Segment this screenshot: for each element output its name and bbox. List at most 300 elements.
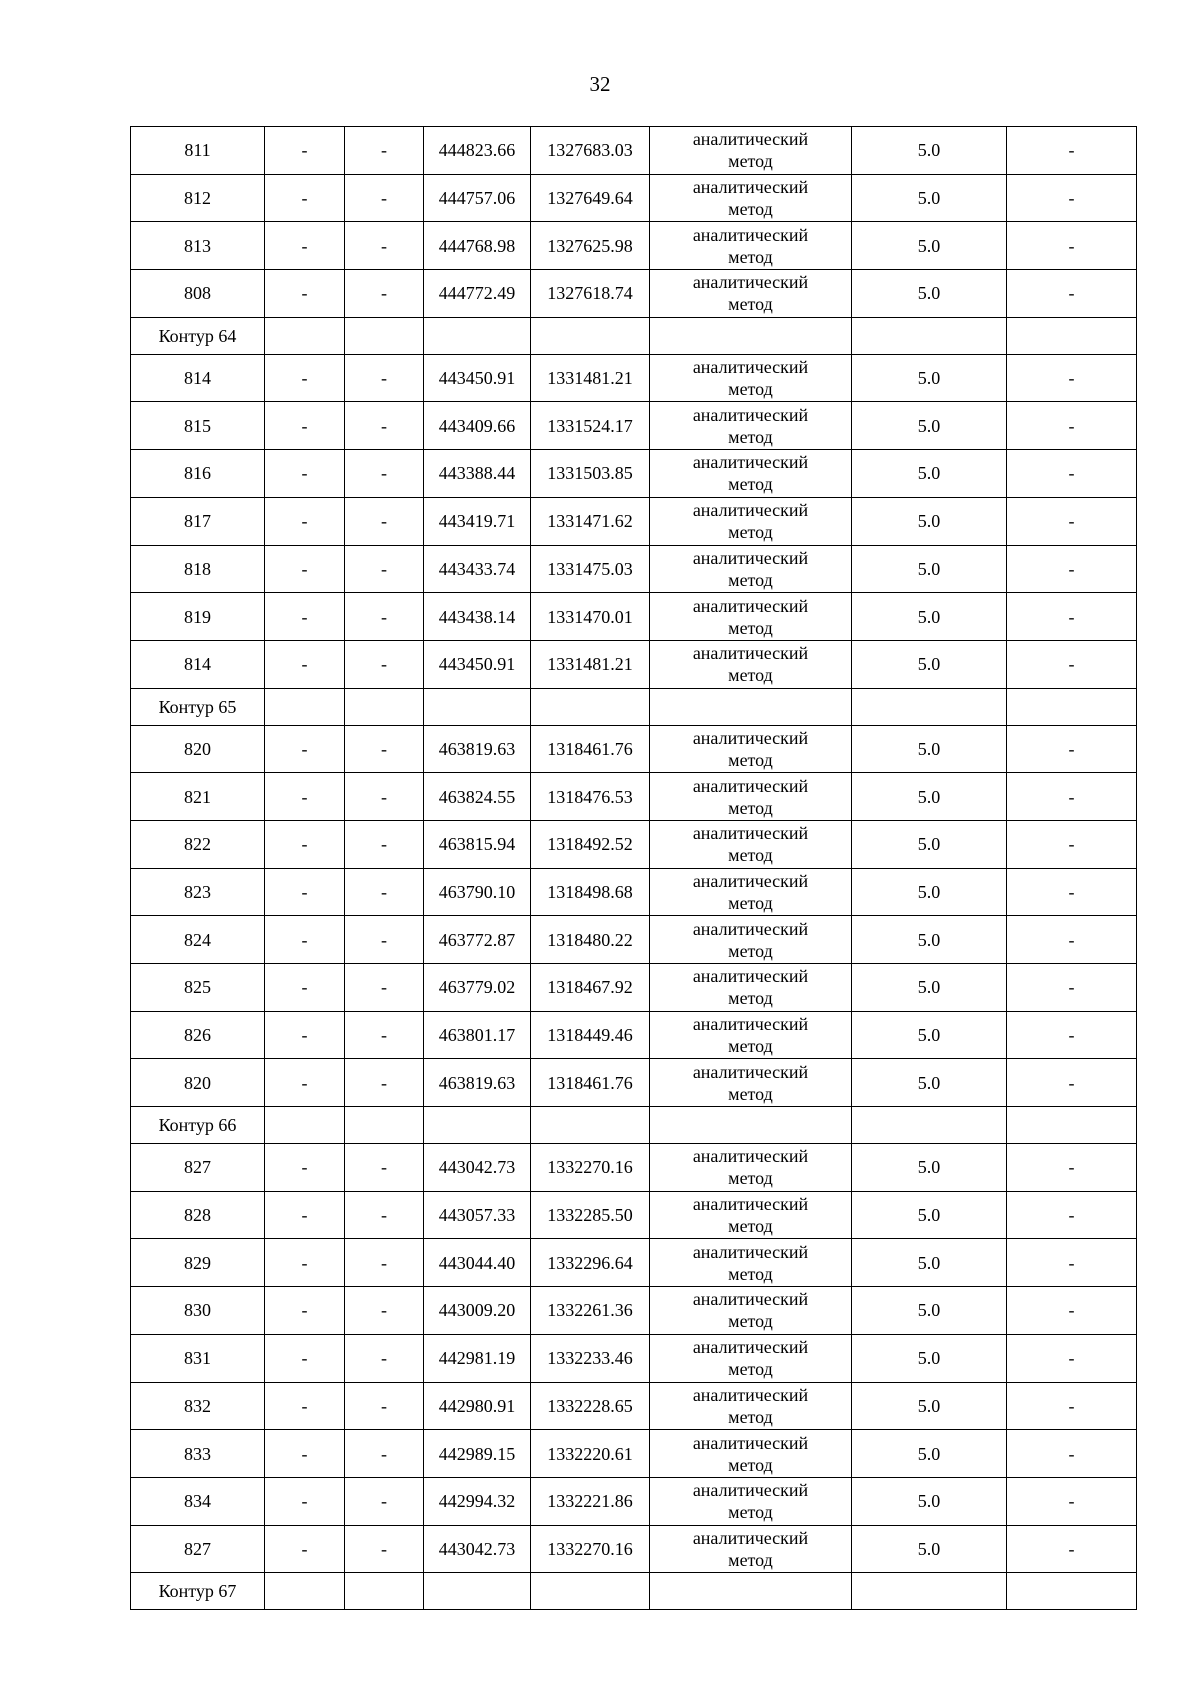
- method-cell: [650, 725, 852, 773]
- y-coordinate-cell: 1318461.76: [531, 725, 650, 773]
- old-x-cell: -: [265, 1239, 345, 1287]
- y-coordinate-cell: 1332270.16: [531, 1525, 650, 1573]
- old-y-cell: -: [345, 174, 424, 222]
- point-number-cell: 824: [131, 916, 265, 964]
- method-line-2: метод: [728, 1083, 773, 1104]
- old-y-cell: -: [345, 1525, 424, 1573]
- x-coordinate-cell: 443450.91: [424, 640, 531, 688]
- x-coordinate-cell: 442980.91: [424, 1382, 531, 1430]
- old-y-cell: -: [345, 545, 424, 593]
- accuracy-cell: 5.0: [852, 450, 1007, 498]
- description-cell: -: [1007, 1382, 1137, 1430]
- method-cell: [650, 450, 852, 498]
- method-line-1: аналитический: [692, 272, 809, 293]
- method-line-2: метод: [728, 749, 773, 770]
- x-coordinate-cell: 463779.02: [424, 964, 531, 1012]
- accuracy-cell: 5.0: [852, 174, 1007, 222]
- x-coordinate-cell: 443419.71: [424, 497, 531, 545]
- description-cell: -: [1007, 1430, 1137, 1478]
- accuracy-cell: 5.0: [852, 497, 1007, 545]
- contour-label: Контур 66: [131, 1107, 265, 1144]
- method-line-1: аналитический: [692, 966, 809, 987]
- method-line-1: аналитический: [692, 1480, 809, 1501]
- old-x-cell: -: [265, 593, 345, 641]
- accuracy-cell: 5.0: [852, 270, 1007, 318]
- method-line-1: аналитический: [692, 1061, 809, 1082]
- description-cell: -: [1007, 497, 1137, 545]
- point-number-cell: 814: [131, 640, 265, 688]
- y-coordinate-cell: 1331470.01: [531, 593, 650, 641]
- point-number-cell: 829: [131, 1239, 265, 1287]
- description-cell: -: [1007, 402, 1137, 450]
- method-line-1: аналитический: [692, 177, 809, 198]
- method-cell: [650, 1525, 852, 1573]
- old-y-cell: -: [345, 1430, 424, 1478]
- old-x-cell: -: [265, 1144, 345, 1192]
- coordinates-table: [130, 126, 1137, 1610]
- empty-cell: [345, 688, 424, 725]
- empty-cell: [531, 1573, 650, 1610]
- method-line-1: аналитический: [692, 823, 809, 844]
- method-cell: [650, 1477, 852, 1525]
- y-coordinate-cell: 1331475.03: [531, 545, 650, 593]
- method-line-2: метод: [728, 474, 773, 495]
- method-line-1: аналитический: [692, 500, 809, 521]
- table-row: [131, 497, 1137, 545]
- old-y-cell: -: [345, 593, 424, 641]
- table-row: [131, 640, 1137, 688]
- old-y-cell: -: [345, 1477, 424, 1525]
- table-row: [131, 820, 1137, 868]
- method-line-1: аналитический: [692, 1194, 809, 1215]
- y-coordinate-cell: 1327618.74: [531, 270, 650, 318]
- method-line-2: метод: [728, 1359, 773, 1380]
- method-line-2: метод: [728, 797, 773, 818]
- method-cell: [650, 773, 852, 821]
- empty-cell: [345, 317, 424, 354]
- table-row: [131, 1011, 1137, 1059]
- method-cell: [650, 1382, 852, 1430]
- point-number-cell: 827: [131, 1525, 265, 1573]
- accuracy-cell: 5.0: [852, 1525, 1007, 1573]
- accuracy-cell: 5.0: [852, 1382, 1007, 1430]
- page-number: 32: [589, 72, 611, 96]
- method-line-1: аналитический: [692, 224, 809, 245]
- description-cell: -: [1007, 593, 1137, 641]
- contour-header-row: [131, 1107, 1137, 1144]
- method-line-2: метод: [728, 199, 773, 220]
- y-coordinate-cell: 1331481.21: [531, 354, 650, 402]
- table-row: [131, 1477, 1137, 1525]
- empty-cell: [265, 688, 345, 725]
- y-coordinate-cell: 1331503.85: [531, 450, 650, 498]
- old-x-cell: -: [265, 820, 345, 868]
- point-number-cell: 820: [131, 725, 265, 773]
- old-x-cell: -: [265, 545, 345, 593]
- old-x-cell: -: [265, 270, 345, 318]
- accuracy-cell: 5.0: [852, 1191, 1007, 1239]
- old-x-cell: -: [265, 1287, 345, 1335]
- old-x-cell: -: [265, 1011, 345, 1059]
- method-line-1: аналитический: [692, 1014, 809, 1035]
- y-coordinate-cell: 1332233.46: [531, 1334, 650, 1382]
- old-x-cell: -: [265, 354, 345, 402]
- description-cell: -: [1007, 868, 1137, 916]
- y-coordinate-cell: 1318461.76: [531, 1059, 650, 1107]
- old-y-cell: -: [345, 1191, 424, 1239]
- old-x-cell: -: [265, 127, 345, 175]
- point-number-cell: 833: [131, 1430, 265, 1478]
- accuracy-cell: 5.0: [852, 1059, 1007, 1107]
- x-coordinate-cell: 444757.06: [424, 174, 531, 222]
- method-line-1: аналитический: [692, 357, 809, 378]
- description-cell: -: [1007, 127, 1137, 175]
- old-x-cell: -: [265, 773, 345, 821]
- empty-cell: [650, 1573, 852, 1610]
- x-coordinate-cell: 463790.10: [424, 868, 531, 916]
- old-x-cell: -: [265, 916, 345, 964]
- old-x-cell: -: [265, 1430, 345, 1478]
- accuracy-cell: 5.0: [852, 773, 1007, 821]
- empty-cell: [424, 317, 531, 354]
- old-y-cell: -: [345, 640, 424, 688]
- empty-cell: [345, 1107, 424, 1144]
- old-x-cell: -: [265, 640, 345, 688]
- method-line-1: аналитический: [692, 1527, 809, 1548]
- old-x-cell: -: [265, 725, 345, 773]
- empty-cell: [852, 1107, 1007, 1144]
- point-number-cell: 828: [131, 1191, 265, 1239]
- y-coordinate-cell: 1331524.17: [531, 402, 650, 450]
- empty-cell: [650, 1107, 852, 1144]
- y-coordinate-cell: 1332270.16: [531, 1144, 650, 1192]
- empty-cell: [650, 688, 852, 725]
- method-line-1: аналитический: [692, 918, 809, 939]
- table-row: [131, 1191, 1137, 1239]
- point-number-cell: 826: [131, 1011, 265, 1059]
- table-row: [131, 270, 1137, 318]
- point-number-cell: 831: [131, 1334, 265, 1382]
- x-coordinate-cell: 444823.66: [424, 127, 531, 175]
- accuracy-cell: 5.0: [852, 222, 1007, 270]
- point-number-cell: 811: [131, 127, 265, 175]
- method-cell: [650, 1059, 852, 1107]
- description-cell: -: [1007, 1011, 1137, 1059]
- method-line-2: метод: [728, 569, 773, 590]
- old-y-cell: -: [345, 964, 424, 1012]
- method-cell: [650, 868, 852, 916]
- method-cell: [650, 916, 852, 964]
- method-line-1: аналитический: [692, 870, 809, 891]
- description-cell: -: [1007, 1525, 1137, 1573]
- description-cell: -: [1007, 1239, 1137, 1287]
- method-cell: [650, 1334, 852, 1382]
- empty-cell: [265, 1107, 345, 1144]
- old-y-cell: -: [345, 1011, 424, 1059]
- accuracy-cell: 5.0: [852, 1430, 1007, 1478]
- y-coordinate-cell: 1332221.86: [531, 1477, 650, 1525]
- table-row: [131, 545, 1137, 593]
- old-y-cell: -: [345, 450, 424, 498]
- old-x-cell: -: [265, 222, 345, 270]
- x-coordinate-cell: 443450.91: [424, 354, 531, 402]
- old-y-cell: -: [345, 354, 424, 402]
- x-coordinate-cell: 443042.73: [424, 1525, 531, 1573]
- method-cell: [650, 497, 852, 545]
- contour-label: Контур 65: [131, 688, 265, 725]
- method-cell: [650, 1191, 852, 1239]
- point-number-cell: 818: [131, 545, 265, 593]
- method-cell: [650, 640, 852, 688]
- method-cell: [650, 1011, 852, 1059]
- method-line-2: метод: [728, 379, 773, 400]
- method-line-1: аналитический: [692, 1241, 809, 1262]
- old-y-cell: -: [345, 1059, 424, 1107]
- table-row: [131, 916, 1137, 964]
- y-coordinate-cell: 1318480.22: [531, 916, 650, 964]
- description-cell: -: [1007, 1059, 1137, 1107]
- old-y-cell: -: [345, 497, 424, 545]
- contour-header-row: [131, 1573, 1137, 1610]
- point-number-cell: 832: [131, 1382, 265, 1430]
- old-y-cell: -: [345, 820, 424, 868]
- accuracy-cell: 5.0: [852, 127, 1007, 175]
- old-y-cell: -: [345, 725, 424, 773]
- y-coordinate-cell: 1332296.64: [531, 1239, 650, 1287]
- x-coordinate-cell: 442981.19: [424, 1334, 531, 1382]
- old-y-cell: -: [345, 402, 424, 450]
- table-row: [131, 593, 1137, 641]
- accuracy-cell: 5.0: [852, 868, 1007, 916]
- description-cell: -: [1007, 354, 1137, 402]
- table-row: [131, 1334, 1137, 1382]
- description-cell: -: [1007, 916, 1137, 964]
- empty-cell: [1007, 688, 1137, 725]
- table-row: [131, 1059, 1137, 1107]
- x-coordinate-cell: 463772.87: [424, 916, 531, 964]
- x-coordinate-cell: 443044.40: [424, 1239, 531, 1287]
- method-line-2: метод: [728, 1216, 773, 1237]
- y-coordinate-cell: 1331481.21: [531, 640, 650, 688]
- point-number-cell: 815: [131, 402, 265, 450]
- table-row: [131, 868, 1137, 916]
- method-cell: [650, 964, 852, 1012]
- table-row: [131, 127, 1137, 175]
- method-cell: [650, 127, 852, 175]
- method-line-1: аналитический: [692, 1337, 809, 1358]
- point-number-cell: 817: [131, 497, 265, 545]
- x-coordinate-cell: 443433.74: [424, 545, 531, 593]
- point-number-cell: 823: [131, 868, 265, 916]
- old-y-cell: -: [345, 1144, 424, 1192]
- accuracy-cell: 5.0: [852, 964, 1007, 1012]
- y-coordinate-cell: 1332285.50: [531, 1191, 650, 1239]
- contour-label: Контур 67: [131, 1573, 265, 1610]
- empty-cell: [852, 1573, 1007, 1610]
- x-coordinate-cell: 443042.73: [424, 1144, 531, 1192]
- method-cell: [650, 1239, 852, 1287]
- y-coordinate-cell: 1332261.36: [531, 1287, 650, 1335]
- x-coordinate-cell: 443388.44: [424, 450, 531, 498]
- old-y-cell: -: [345, 868, 424, 916]
- method-cell: [650, 222, 852, 270]
- empty-cell: [424, 688, 531, 725]
- method-cell: [650, 174, 852, 222]
- old-x-cell: -: [265, 402, 345, 450]
- x-coordinate-cell: 442989.15: [424, 1430, 531, 1478]
- method-cell: [650, 820, 852, 868]
- accuracy-cell: 5.0: [852, 916, 1007, 964]
- empty-cell: [265, 1573, 345, 1610]
- old-y-cell: -: [345, 222, 424, 270]
- x-coordinate-cell: 442994.32: [424, 1477, 531, 1525]
- y-coordinate-cell: 1327683.03: [531, 127, 650, 175]
- contour-header-row: [131, 317, 1137, 354]
- accuracy-cell: 5.0: [852, 1287, 1007, 1335]
- description-cell: -: [1007, 545, 1137, 593]
- method-line-1: аналитический: [692, 1432, 809, 1453]
- method-line-1: аналитический: [692, 775, 809, 796]
- method-line-2: метод: [728, 1263, 773, 1284]
- old-y-cell: -: [345, 1334, 424, 1382]
- method-line-1: аналитический: [692, 643, 809, 664]
- point-number-cell: 830: [131, 1287, 265, 1335]
- method-line-1: аналитический: [692, 404, 809, 425]
- method-cell: [650, 545, 852, 593]
- accuracy-cell: 5.0: [852, 545, 1007, 593]
- method-cell: [650, 593, 852, 641]
- x-coordinate-cell: 463815.94: [424, 820, 531, 868]
- table-row: [131, 1239, 1137, 1287]
- y-coordinate-cell: 1331471.62: [531, 497, 650, 545]
- y-coordinate-cell: 1327649.64: [531, 174, 650, 222]
- y-coordinate-cell: 1332220.61: [531, 1430, 650, 1478]
- point-number-cell: 813: [131, 222, 265, 270]
- contour-label: Контур 64: [131, 317, 265, 354]
- method-line-2: метод: [728, 665, 773, 686]
- accuracy-cell: 5.0: [852, 1144, 1007, 1192]
- description-cell: -: [1007, 1191, 1137, 1239]
- table-row: [131, 773, 1137, 821]
- x-coordinate-cell: 443438.14: [424, 593, 531, 641]
- contour-header-row: [131, 688, 1137, 725]
- old-y-cell: -: [345, 1382, 424, 1430]
- x-coordinate-cell: 463819.63: [424, 725, 531, 773]
- point-number-cell: 822: [131, 820, 265, 868]
- description-cell: -: [1007, 1334, 1137, 1382]
- description-cell: -: [1007, 1477, 1137, 1525]
- point-number-cell: 808: [131, 270, 265, 318]
- empty-cell: [650, 317, 852, 354]
- table-row: [131, 402, 1137, 450]
- accuracy-cell: 5.0: [852, 402, 1007, 450]
- old-x-cell: -: [265, 1334, 345, 1382]
- method-line-1: аналитический: [692, 727, 809, 748]
- table-row: [131, 222, 1137, 270]
- table-row: [131, 725, 1137, 773]
- method-line-1: аналитический: [692, 452, 809, 473]
- table-row: [131, 450, 1137, 498]
- y-coordinate-cell: 1318492.52: [531, 820, 650, 868]
- point-number-cell: 812: [131, 174, 265, 222]
- description-cell: -: [1007, 222, 1137, 270]
- table-row: [131, 1430, 1137, 1478]
- method-line-2: метод: [728, 617, 773, 638]
- old-y-cell: -: [345, 1287, 424, 1335]
- method-line-2: метод: [728, 1454, 773, 1475]
- method-line-1: аналитический: [692, 547, 809, 568]
- method-line-2: метод: [728, 1036, 773, 1057]
- method-line-1: аналитический: [692, 595, 809, 616]
- table-row: [131, 1144, 1137, 1192]
- empty-cell: [531, 688, 650, 725]
- old-x-cell: -: [265, 868, 345, 916]
- description-cell: -: [1007, 1287, 1137, 1335]
- point-number-cell: 819: [131, 593, 265, 641]
- old-x-cell: -: [265, 497, 345, 545]
- x-coordinate-cell: 443409.66: [424, 402, 531, 450]
- old-x-cell: -: [265, 174, 345, 222]
- y-coordinate-cell: 1332228.65: [531, 1382, 650, 1430]
- old-y-cell: -: [345, 773, 424, 821]
- method-line-2: метод: [728, 940, 773, 961]
- method-cell: [650, 1144, 852, 1192]
- accuracy-cell: 5.0: [852, 1477, 1007, 1525]
- empty-cell: [1007, 1107, 1137, 1144]
- x-coordinate-cell: 443057.33: [424, 1191, 531, 1239]
- method-cell: [650, 1287, 852, 1335]
- method-line-2: метод: [728, 246, 773, 267]
- table-row: [131, 1525, 1137, 1573]
- empty-cell: [424, 1107, 531, 1144]
- empty-cell: [1007, 1573, 1137, 1610]
- method-cell: [650, 1430, 852, 1478]
- empty-cell: [265, 317, 345, 354]
- description-cell: -: [1007, 820, 1137, 868]
- old-x-cell: -: [265, 1382, 345, 1430]
- y-coordinate-cell: 1318467.92: [531, 964, 650, 1012]
- description-cell: -: [1007, 270, 1137, 318]
- method-line-1: аналитический: [692, 1384, 809, 1405]
- x-coordinate-cell: 463824.55: [424, 773, 531, 821]
- y-coordinate-cell: 1318498.68: [531, 868, 650, 916]
- empty-cell: [852, 317, 1007, 354]
- accuracy-cell: 5.0: [852, 593, 1007, 641]
- coordinates-table-body: [131, 127, 1137, 1610]
- empty-cell: [1007, 317, 1137, 354]
- y-coordinate-cell: 1318476.53: [531, 773, 650, 821]
- empty-cell: [345, 1573, 424, 1610]
- empty-cell: [531, 317, 650, 354]
- description-cell: -: [1007, 640, 1137, 688]
- method-cell: [650, 270, 852, 318]
- old-x-cell: -: [265, 1059, 345, 1107]
- x-coordinate-cell: 444772.49: [424, 270, 531, 318]
- method-line-2: метод: [728, 294, 773, 315]
- accuracy-cell: 5.0: [852, 820, 1007, 868]
- table-row: [131, 1287, 1137, 1335]
- method-line-2: метод: [728, 1549, 773, 1570]
- point-number-cell: 825: [131, 964, 265, 1012]
- table-row: [131, 1382, 1137, 1430]
- description-cell: -: [1007, 725, 1137, 773]
- point-number-cell: 834: [131, 1477, 265, 1525]
- accuracy-cell: 5.0: [852, 1334, 1007, 1382]
- method-cell: [650, 354, 852, 402]
- x-coordinate-cell: 463819.63: [424, 1059, 531, 1107]
- point-number-cell: 821: [131, 773, 265, 821]
- method-line-2: метод: [728, 1311, 773, 1332]
